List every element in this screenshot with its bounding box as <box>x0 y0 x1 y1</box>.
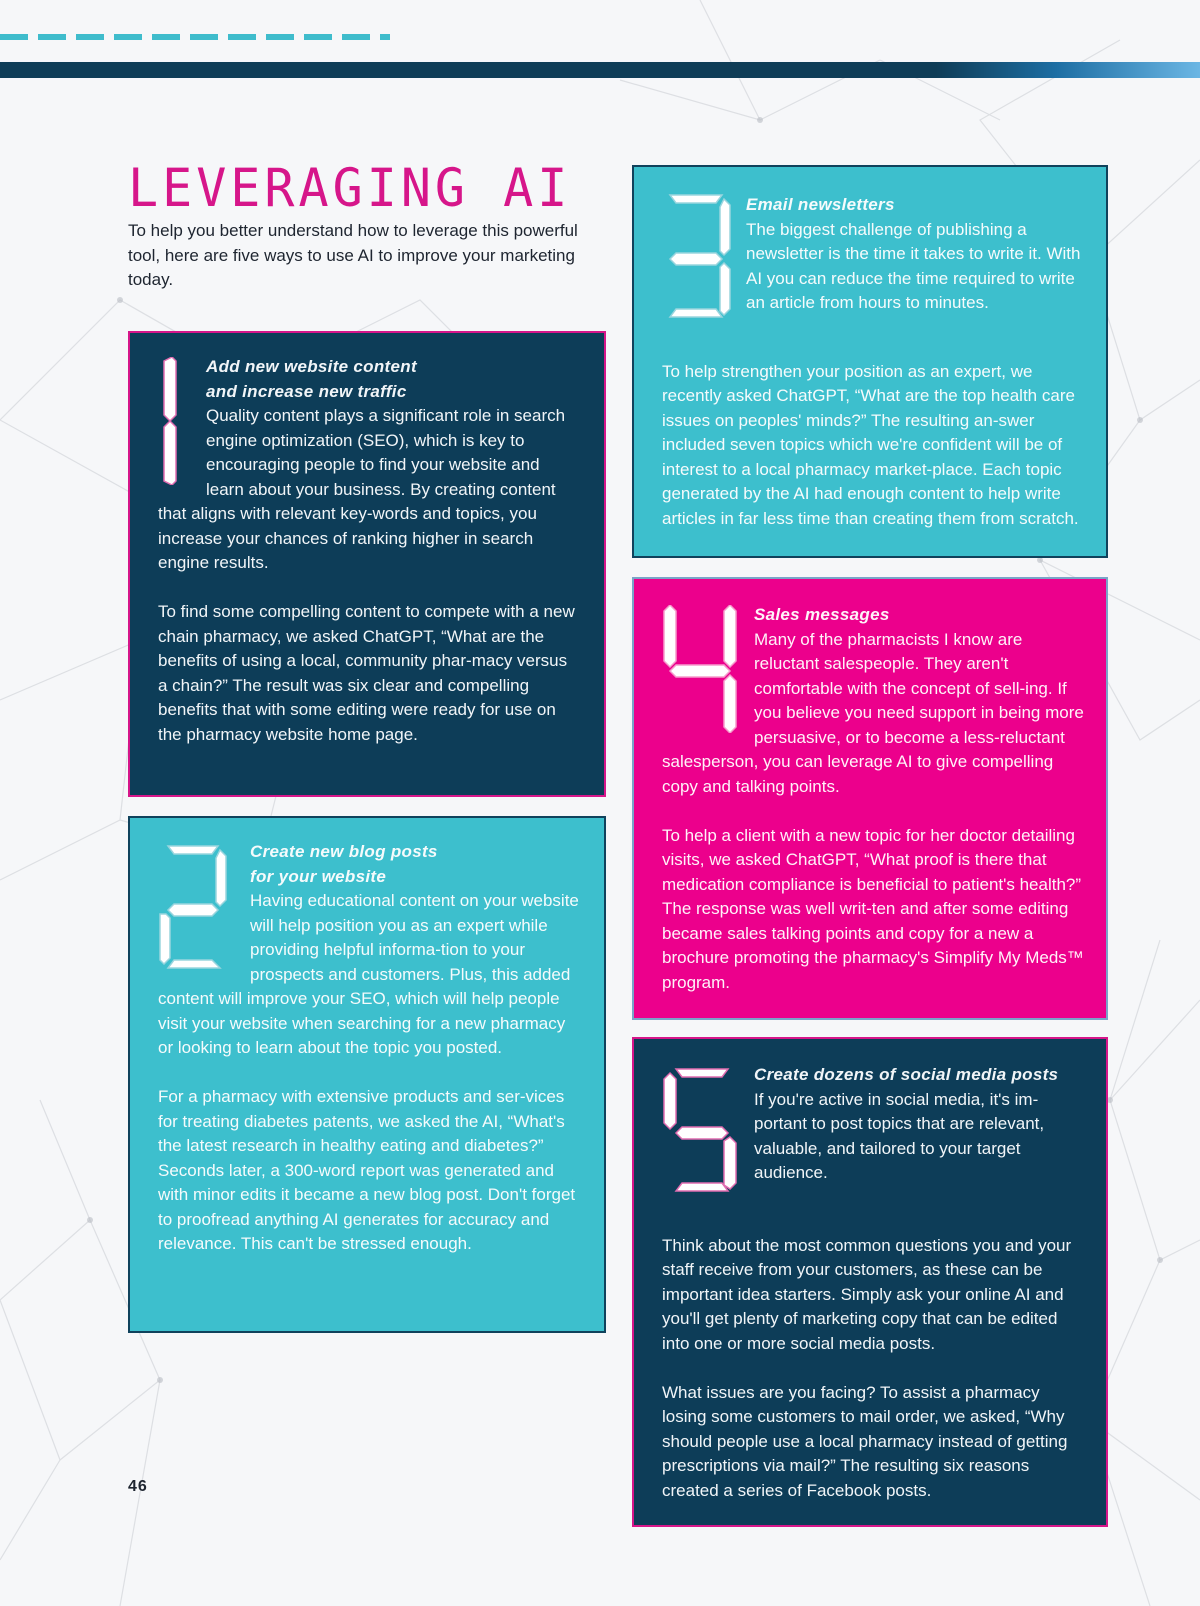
section-5-box <box>632 1037 1108 1527</box>
section-5-heading: Create dozens of social media posts <box>754 1065 1059 1084</box>
digit-five-icon <box>662 1067 750 1199</box>
page-title: LEVERAGING AI <box>128 157 572 219</box>
section-3-paragraph-1: The biggest challenge of publishing a newsletter is the time it takes to write it. With AI you can reduce the time required to write an article from hours to minutes. <box>746 219 1081 312</box>
section-2-heading-line-2: for your website <box>250 866 387 886</box>
section-1-box <box>128 331 606 797</box>
section-4-paragraph-2: To help a client with a new topic for her doctor detailing visits, we asked ChatGPT, “What proof is there that medication compliance is beneficial to patient's health?” The response was well writ-ten and after some editing became sales talking points and copy for a new a brochure promoting the pharmacy's Simplify My Meds™ program. <box>662 825 1084 992</box>
digit-one-icon <box>158 357 196 485</box>
title-block <box>128 157 572 219</box>
section-4-heading: Sales messages <box>754 605 890 624</box>
section-1-paragraph-2: To find some compelling content to compete with a new chain pharmacy, we asked ChatGPT, “What are the benefits of using a local, community phar-macy versus a chain?” The result was six clear and compelling benefits that with some editing were ready for use on the pharmacy website home page. <box>158 602 575 744</box>
section-3-box <box>632 165 1108 558</box>
section-5-paragraph-2: Think about the most common questions you and your staff receive from your customers, as these can be important idea starters. Simply ask your online AI and you'll get plenty of marketing copy that can be edited into one or more social media posts. <box>662 1235 1072 1353</box>
section-5-paragraph-1: If you're active in social media, it's im-portant to post topics that are relevant, valuable, and tailored to your target audience. <box>754 1089 1045 1182</box>
intro-text: To help you better understand how to leverage this powerful tool, here are five ways to use AI to improve your marketing today. <box>128 221 578 289</box>
digit-three-icon <box>662 193 742 321</box>
section-1-paragraph-1: Quality content plays a significant role in search engine optimization (SEO), which is key to encouraging people to find your website and learn about your business. By creating content that aligns with relevant key-words and topics, you increase your chances of ranking higher in search engine results. <box>158 406 566 572</box>
section-3-heading: Email newsletters <box>746 195 895 214</box>
digit-two-icon <box>158 844 242 972</box>
section-2-paragraph-2: For a pharmacy with extensive products and ser-vices for treating diabetes patents, we asked the AI, “What's the latest research in healthy eating and diabetes?” Seconds later, a 300-word report was generated and with minor edits it became a new blog post. Don't forget to proofread anything AI generates for accuracy and relevance. This can't be stressed enough. <box>158 1087 576 1253</box>
section-2-heading-line-1: Create new blog posts <box>250 842 438 861</box>
section-2-box <box>128 816 606 1333</box>
section-1-heading-line-1: Add new website content <box>206 357 417 376</box>
section-1-heading-line-2: and increase new traffic <box>206 381 407 401</box>
page-number: 46 <box>128 1478 148 1495</box>
digit-four-icon <box>662 605 750 737</box>
section-3-paragraph-2: To help strengthen your position as an expert, we recently asked ChatGPT, “What are the top health care issues on peoples' minds?” The resulting an-swer included seven topics which we're confident will be of interest to a local pharmacy market-place. Each topic generated by the AI had enough content to help write articles in far less time than creating them from scratch. <box>662 361 1079 528</box>
section-4-paragraph-1: Many of the pharmacists I know are reluctant salespeople. They aren't comfortable with the concept of sell-ing. If you believe you need support in being more persuasive, or to become a less-reluctant salesperson, you can leverage AI to give compelling copy and talking points. <box>662 629 1084 796</box>
section-5-paragraph-3: What issues are you facing? To assist a pharmacy losing some customers to mail order, we asked, “Why should people use a local pharmacy instead of getting prescriptions via mail?” The resulting six reasons created a series of Facebook posts. <box>662 1382 1068 1500</box>
section-2-paragraph-1: Having educational content on your website will help position you as an expert while providing helpful informa-tion to your prospects and customers. Plus, this added content will improve your SEO, which will help people visit your website when searching for a new pharmacy or looking to learn about the topic you posted. <box>158 891 579 1057</box>
header-bar <box>0 62 1200 78</box>
decorative-dashes <box>0 34 390 40</box>
section-4-box <box>632 577 1108 1020</box>
